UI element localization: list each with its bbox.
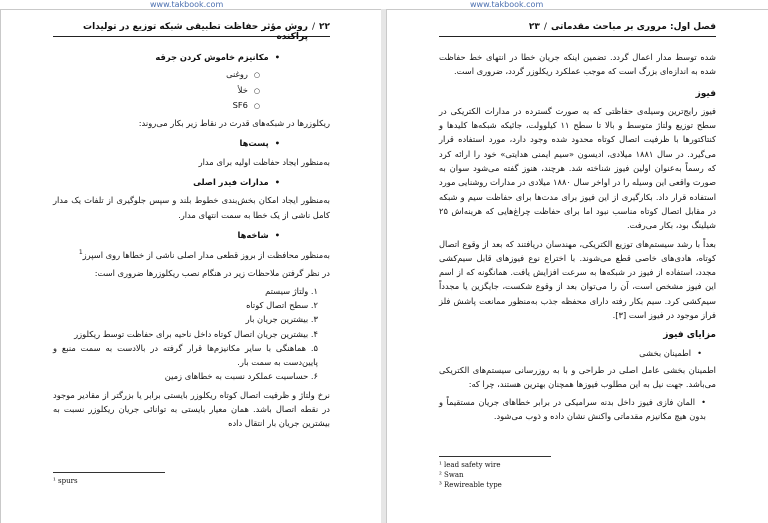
header-separator: / [311,22,315,32]
footnote: ¹ lead safety wire [439,461,501,469]
list-item [53,284,318,298]
paragraph: به‌منظور ایجاد حفاظت اولیه برای مدار [198,156,330,167]
numbered-list [53,284,330,384]
sub-item-vacuum: ○ خلأ [53,83,260,98]
paragraph-text: به‌منظور محافظت از بروز قطعی مدار اصلی ناشی از خطاها روی اسپرز [82,250,330,261]
sub-item-oil: ○ روغنی [53,67,260,82]
page-number: ۲۲ [319,22,330,32]
list-text: بیشترین جریان اتصال کوتاه داخل ناحیه برای حفاظت توسط ریکلوزر [74,328,309,339]
list-number: ۴. [310,328,318,339]
list-number: ۲. [310,299,318,310]
heading-main-feeder: • مدارات فیدر اصلی [53,175,330,189]
list-number: ۱. [310,285,318,296]
body-text [439,50,716,423]
paragraph: اطمینان بخشی عامل اصلی در طراحی و با به روزرسانی سیستم‌های الکتریکی می‌باشد. جهت نیل به این مطلوب فیوزها همچنان بهترین هستند، چرا که: [439,364,716,390]
list-text: ولتاژ سیستم [265,285,309,296]
page-22 [0,9,383,523]
list-number: ۵. [310,342,319,353]
heading-arc-mechanism: • مکانیزم خاموش کردن جرقه [53,50,330,64]
heading-posts: • پست‌ها [53,136,330,150]
paragraph: بعداً با رشد سیستم‌های توزیع الکتریکی، مهندسان دریافتند که بعد از وقوع اتصال کوتاه، هادی‌های خاصی قطع می‌شوند. با اختراع نوع فیوزهای قابل سیم‌کشی مجدد، استفاده از فیوز در شبکه‌ها به سرعت افزایش یافت. همانگونه که از اسم این فیوز مشخص است، آن را می‌توان بعد از وقوع شکست، جایگزین یا مجدداً سیم‌کشی کرد. سیم بکار رفته دارای محفظه جذب به‌منظور ممانعت پاشش فلز فراز موجود در فیوز است [۳]. [439,238,716,321]
list-item [53,341,318,370]
paragraph: شده توسط مدار اعمال گردد. تضمین اینکه جریان خطا در انتهای خط حفاظت شده به اندازه‌ای بزرگ است که موجب عملکرد ریکلوزر گردد، ضروری است. [439,52,716,77]
page-23 [386,9,768,523]
bullet-reliability: • اطمینان بخشی [439,346,716,360]
list-number: ۶. [310,371,318,382]
running-title: فصل اول: مروری بر مباحث مقدماتی [550,22,716,32]
footnote: ² Swan [439,471,464,479]
paragraph: نرخ ولتاژ و ظرفیت اتصال کوتاه ریکلوزر بایستی برابر یا بزرگتر از مقادیر موجود در نقطه اتصال باشد. همان معیار بایستی به توانائی جریان ریکلوزر نسبت به بیشترین جریان بار انتقال داده [53,389,330,429]
watermark-right: www.takbook.com [470,0,544,9]
page-header [53,22,330,42]
heading-branches: • شاخه‌ها [53,228,330,242]
paragraph: در نظر گرفتن ملاحظات زیر در هنگام نصب ریکلوزرها ضروری است: [94,268,330,279]
header-separator: / [543,22,547,32]
list-text: بیشترین جریان بار [245,314,309,325]
body-text [53,50,330,431]
footnote: ¹ spurs [53,477,78,485]
paragraph: ریکلوزرها در شبکه‌های قدرت در نقاط زیر بکار می‌روند: [138,118,330,129]
list-text: هماهنگی با سایر مکانیزم‌ها قرار گرفته در بالادست به سمت منبع و پایین‌دست به سمت بار. [53,342,318,368]
heading-fuse: فیوز [695,88,716,99]
running-title: روش مؤثر حفاظت تطبیقی شبکه توزیع در تولیدات پراکنده [83,22,308,42]
page-number: ۲۳ [528,22,540,32]
page-header [439,22,716,37]
paragraph: فیوز رایج‌ترین وسیله‌ی حفاظتی که به صورت گسترده در مدارات الکتریکی در سطح توزیع ولتاژ متوسط و بالا تا سطح ۱۱ کیلوولت، جائیکه شبکه‌ها کلیدها و کنتاکتورها با ظرفیت اتصال کوتاه محدود شده وجود دارد، مورد استفاده قرار می‌گیرد. در سال ۱۸۸۱ میلادی، ادیسون «سیم ایمنی هدایتی» خود را ارائه کرد که رسماً به‌عنوان اولین فیوز شناخته شد. هرچند، هنوز گفته می‌شود سوان به صورت واقعی این وسیله را در اواخر سال ۱۸۸۰ میلادی در مدارات روشنایی مورد استفاده قرار داد. بکارگیری از این فیوز برای مدت‌ها برای حفاظت سیم و شبکه در مقابل اتصال کوتاه مناسب نبود اما برای حفاظت چراغ‌هایی که هرینه‌اش ۲۵ شیلینگ بود، بکار می‌رفت. [439,105,717,231]
paragraph: به‌منظور ایجاد امکان بخش‌بندی خطوط بلند و سپس جلوگیری از تلفات یک مدار کامل ناشی از یک خطا به سمت انتهای مدار. [53,195,330,220]
footnote-divider [53,472,165,473]
footnote-divider [439,456,551,457]
paragraph [53,246,330,262]
footnote-ref: 1 [78,249,83,257]
sub-item-sf6: ○ SF6 [53,98,260,113]
list-text: حساسیت عملکرد نسبت به خطاهای زمین [164,371,309,382]
heading-fuse-advantages: مزایای فیوز [663,330,716,341]
list-text: سطح اتصال کوتاه [246,299,309,310]
list-number: ۳. [310,314,318,325]
footnotes [439,460,502,490]
list-item [53,369,318,383]
footnote: ³ Rewireable type [439,481,502,489]
bullet-paragraph: • المان فازی فیوز داخل بدنه سرامیکی در برابر خطاهای جریان مستقیماً و بدون هیچ مکانیزم مقدماتی واکنش نشان داده و ذوب می‌شود. [439,395,716,424]
watermark-left: www.takbook.com [150,0,224,9]
sub-list [53,67,330,113]
list-item [53,312,318,326]
list-item [53,298,318,312]
list-item [53,327,318,341]
